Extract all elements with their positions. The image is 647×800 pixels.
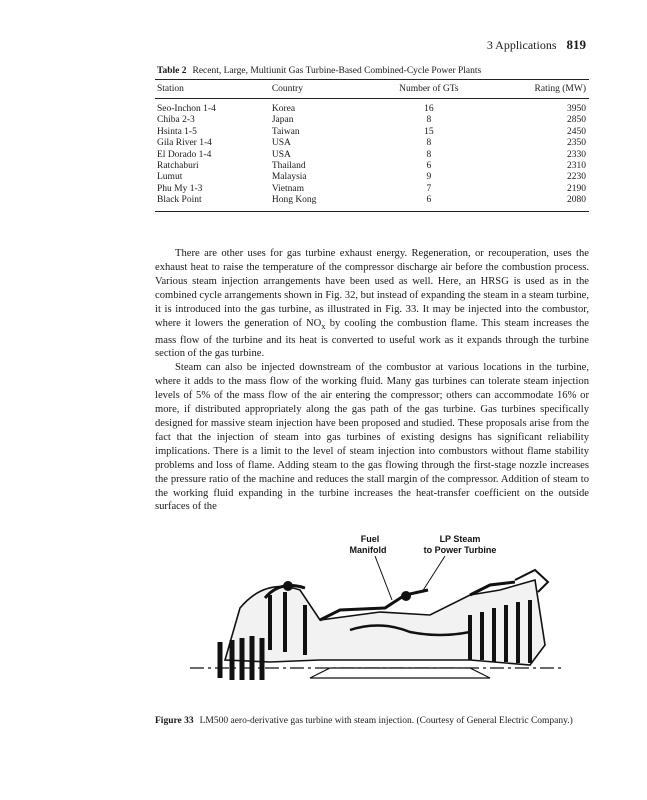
table-row <box>155 127 589 138</box>
shaft <box>310 668 490 678</box>
table-cell: Hong Kong <box>270 195 372 211</box>
section-title: 3 Applications <box>486 38 557 52</box>
table-cell: 8 <box>426 149 432 160</box>
table-cell: Chiba 2-3 <box>157 115 195 126</box>
table-cell: USA <box>271 149 291 160</box>
table-cell: 15 <box>424 126 434 137</box>
table-cell: 3950 <box>567 104 586 114</box>
table-row <box>155 172 589 183</box>
figure-caption-text: LM500 aero-derivative gas turbine with steam injection. (Courtesy of General Electric Company.) <box>199 716 573 726</box>
table-cell: 2080 <box>486 195 589 211</box>
table-cell: 9 <box>426 172 432 183</box>
paragraph-text: There are other uses for gas turbine exhaust energy. Regeneration, or recouperation, uses the exhaust heat to raise the temperature of the compressor discharge air before the combustion process. Various steam injection arrangements have been used as well. Here, an HRSG is used as in the combined cycle arrangements shown in Fig. 32, but instead of expanding the steam in a steam turbine, it is introduced into the gas turbine, as illustrated in Fig. 33. It may be injected into the combustor, where it lowers the generation of NO <box>155 248 589 329</box>
table-row <box>155 161 589 172</box>
page-number: 819 <box>566 37 586 52</box>
table-cell: 8 <box>426 115 432 126</box>
table-cell: Thailand <box>271 161 306 172</box>
table-cell: 2350 <box>567 138 586 149</box>
table-row <box>155 99 589 116</box>
table-cell: Korea <box>271 104 296 114</box>
table-cell: 6 <box>426 161 432 172</box>
table-cell: 7 <box>426 183 432 194</box>
table-cell: 2850 <box>567 115 586 126</box>
paragraph: Steam can also be injected downstream of the combustor at various locations in the turbine, where it adds to the mass flow of the working fluid. Many gas turbines can tolerate steam injection levels of 5% of the mass flow of the air entering the compressor; others can accommodate 16% or more, if distributed appropriately along the gas path of the gas turbine. Gas turbines specifically designed for massive steam injection have been proposed and studied. These proposals arise from the fact that the injection of steam into gas turbines of existing designs has significant reliability implications. There is a limit to the level of steam injection into combustors without flame stability problems and loss of flame. Adding steam to the gas flowing through the first-stage nozzle increases the pressure ratio of the machine and reduces the stall margin of the compressor. Addition of steam to the working fluid expanding in the turbine increases the heat-transfer coefficient on the outside surfaces of the <box>155 362 589 513</box>
figure-label: Figure 33 <box>155 716 194 726</box>
fuel-label: Fuel <box>360 534 380 544</box>
table-cell: 16 <box>424 104 434 114</box>
table-row <box>155 184 589 195</box>
table-cell: Vietnam <box>271 183 304 194</box>
power-turbine-label: to Power Turbine <box>423 545 497 555</box>
column-header: Station <box>155 80 270 99</box>
column-header: Rating (MW) <box>486 80 589 99</box>
lp-steam-label: LP Steam <box>439 534 481 544</box>
table-cell: Ratchaburi <box>157 161 199 172</box>
steam-nozzle <box>401 591 411 601</box>
paragraph-text: by cooling the combustion flame. This steam increases the mass flow of the turbine and its heat is converted to useful work as it expands through the turbine section of the gas turbine. <box>155 317 589 360</box>
table-cell: 2190 <box>567 183 586 194</box>
paragraph <box>155 247 589 361</box>
table-cell: 8 <box>426 138 432 149</box>
table-cell: Seo-Inchon 1-4 <box>157 104 216 114</box>
table-row <box>155 195 589 211</box>
table-title: Recent, Large, Multiunit Gas Turbine-Based Combined-Cycle Power Plants <box>192 66 482 76</box>
table-row <box>155 138 589 149</box>
fuel-nozzle <box>283 581 293 591</box>
table-cell: 2230 <box>567 172 586 183</box>
table-cell: 6 <box>372 195 486 211</box>
table-cell: 2310 <box>567 161 586 172</box>
column-header: Number of GTs <box>372 80 486 99</box>
turbine-casing <box>225 580 545 665</box>
power-plants-table <box>155 79 589 212</box>
table-cell: Phu My 1-3 <box>157 183 203 194</box>
turbine-figure <box>170 520 570 705</box>
turbine-drawing <box>190 570 565 680</box>
column-header: Country <box>270 80 372 99</box>
table-label: Table 2 <box>157 66 187 76</box>
table-row <box>155 150 589 161</box>
table-caption <box>157 66 481 76</box>
table-cell: USA <box>271 138 291 149</box>
table-cell: Malaysia <box>271 172 307 183</box>
page-header <box>487 37 586 53</box>
table-cell: Black Point <box>155 195 270 211</box>
manifold-label: Manifold <box>349 545 387 555</box>
table-cell: Japan <box>271 115 294 126</box>
table-cell: Lumut <box>157 172 183 183</box>
table-cell: El Dorado 1-4 <box>157 149 212 160</box>
table-cell: Hsinta 1-5 <box>157 126 197 137</box>
fuel-leader-line <box>375 556 392 600</box>
table-cell: Taiwan <box>271 126 300 137</box>
body-text <box>155 247 589 514</box>
table-cell: Gila River 1-4 <box>157 138 212 149</box>
subscript: x <box>321 320 326 331</box>
figure-caption <box>155 715 589 727</box>
table-header-row <box>155 80 589 99</box>
lp-leader-line <box>422 556 445 592</box>
table-cell: 2450 <box>567 126 586 137</box>
table-cell: 2330 <box>567 149 586 160</box>
table-row <box>155 115 589 126</box>
